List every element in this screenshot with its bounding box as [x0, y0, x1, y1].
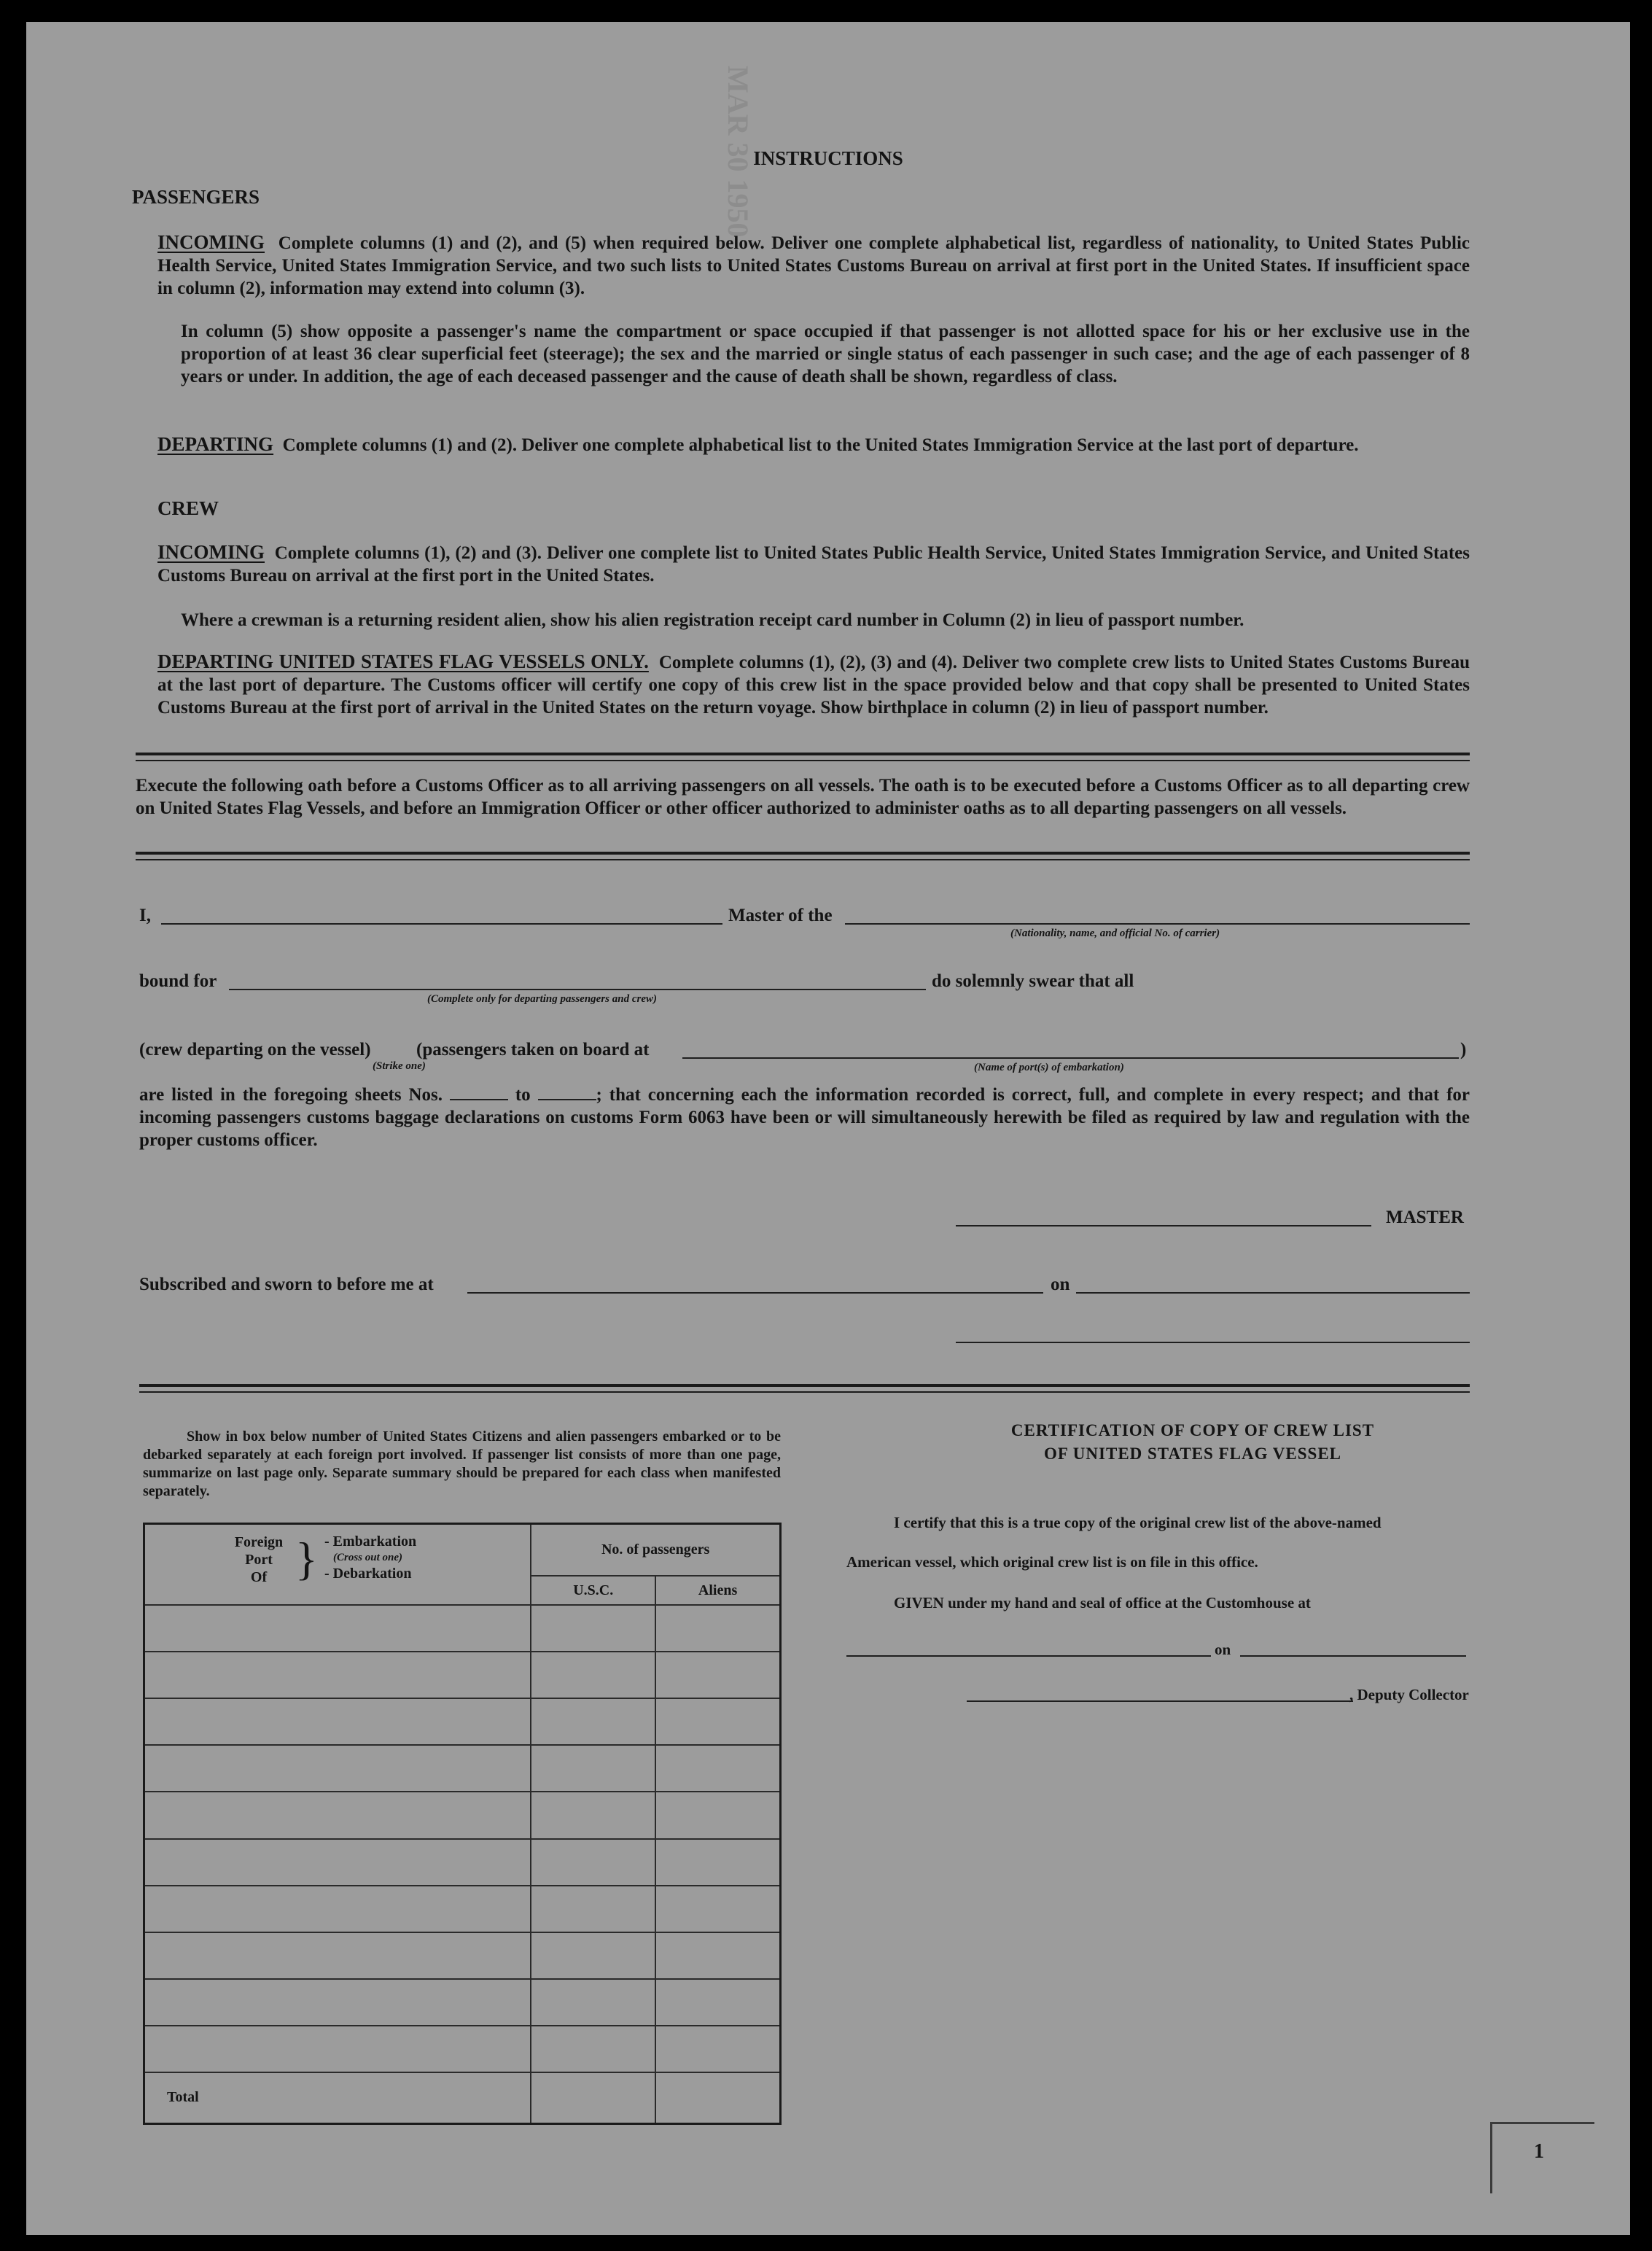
- table-cell[interactable]: [531, 1886, 655, 1932]
- master-name-field[interactable]: [161, 923, 722, 925]
- usc-header: U.S.C.: [531, 1576, 655, 1605]
- customhouse-field[interactable]: [846, 1655, 1211, 1657]
- strike-one-note: (Strike one): [373, 1060, 426, 1072]
- table-cell[interactable]: [531, 1979, 655, 2026]
- crew-departing-paragraph: [157, 650, 1470, 719]
- passengers-incoming-text: Complete columns (1) and (2), and (5) when required below. Deliver one complete alphabetical list, regardless of nationality, to United States Public Health Service, United States Immigration Service, and two such lists to United States Customs Bureau on arrival at first port in the United States. If insufficient space in column (2), information may extend into column (3).: [157, 233, 1470, 298]
- subscribed-label: Subscribed and sworn to before me at: [139, 1275, 434, 1294]
- departing-label: DEPARTING: [157, 433, 274, 455]
- officer-signature-field[interactable]: [956, 1342, 1470, 1343]
- master-label: MASTER: [1386, 1208, 1464, 1227]
- certify-line2: American vessel, which original crew list is on file in this office.: [846, 1553, 1258, 1571]
- table-cell[interactable]: [655, 2026, 780, 2072]
- crew-departing-text: Complete columns (1), (2), (3) and (4). Deliver two complete crew lists to United States Customs Bureau at the last port of departure. The Customs officer will certify one copy of this crew list in the space provided below and that copy shall be presented to United States Customs Bureau at the first port of arrival in the United States on the return voyage. Show birthplace in column (2) in lieu of passport number.: [157, 653, 1470, 718]
- table-cell[interactable]: [144, 2026, 531, 2072]
- table-cell[interactable]: [144, 1932, 531, 1979]
- table-cell[interactable]: [144, 1792, 531, 1838]
- passengers-heading: PASSENGERS: [132, 186, 260, 208]
- table-cell[interactable]: [655, 1698, 780, 1745]
- sheet-from-field[interactable]: [450, 1084, 508, 1100]
- table-cell[interactable]: [531, 1745, 655, 1792]
- no-of-passengers-header: No. of passengers: [531, 1524, 780, 1576]
- total-aliens-cell[interactable]: [655, 2072, 780, 2124]
- sheet-to-field[interactable]: [538, 1084, 596, 1100]
- crew-incoming-paragraph: [157, 541, 1470, 587]
- port-header-cell: [144, 1524, 531, 1606]
- table-cell[interactable]: [531, 1698, 655, 1745]
- master-of-the-label: Master of the: [728, 906, 833, 925]
- table-cell[interactable]: [655, 1652, 780, 1698]
- subscribed-on-label: on: [1051, 1275, 1070, 1294]
- port-embarkation-field[interactable]: [682, 1057, 1459, 1059]
- certification-heading-line2: OF UNITED STATES FLAG VESSEL: [1043, 1445, 1342, 1463]
- ports-note: (Name of port(s) of embarkation): [974, 1062, 1124, 1073]
- table-cell[interactable]: [144, 1652, 531, 1698]
- solemnly-swear-text: do solemnly swear that all: [932, 971, 1134, 991]
- crew-incoming-text: Complete columns (1), (2) and (3). Deliver one complete list to United States Public Health Service, United States Immigration Service, and United States Customs Bureau on arrival at the first port in the United States.: [157, 543, 1470, 586]
- foreign-label: Foreign: [234, 1534, 284, 1550]
- cert-on-label: on: [1215, 1641, 1231, 1658]
- table-cell[interactable]: [531, 1652, 655, 1698]
- table-cell[interactable]: [655, 1605, 780, 1652]
- complete-only-note: (Complete only for departing passengers and crew): [427, 993, 657, 1005]
- oath-listed-paragraph: [139, 1084, 1470, 1151]
- aliens-header: Aliens: [655, 1576, 780, 1605]
- deputy-collector-signature-field[interactable]: [967, 1700, 1353, 1702]
- certification-heading: [901, 1419, 1484, 1466]
- certify-line1: I certify that this is a true copy of the original crew list of the above-named: [894, 1514, 1382, 1531]
- close-paren: ): [1460, 1040, 1467, 1060]
- table-cell[interactable]: [655, 1839, 780, 1886]
- deputy-collector-label: , Deputy Collector: [1349, 1686, 1469, 1703]
- table-cell[interactable]: [144, 1745, 531, 1792]
- oath-instruction: Execute the following oath before a Customs Officer as to all arriving passengers on all vessels. The oath is to be executed before a Customs Officer as to all departing crew on United States Flag Vessels, and before an Immigration Officer or other officer authorized to administer oaths as to all departing passengers on all vessels.: [136, 776, 1470, 818]
- brace-glyph: }: [295, 1533, 318, 1585]
- table-cell[interactable]: [531, 2026, 655, 2072]
- bound-for-label: bound for: [139, 971, 217, 991]
- passengers-departing-text: Complete columns (1) and (2). Deliver one complete alphabetical list to the United States Immigration Service at the last port of departure.: [282, 435, 1359, 455]
- total-usc-cell[interactable]: [531, 2072, 655, 2124]
- table-cell[interactable]: [531, 1605, 655, 1652]
- listed-part1: are listed in the foregoing sheets Nos.: [139, 1085, 443, 1105]
- crew-departing-option[interactable]: (crew departing on the vessel): [139, 1040, 371, 1060]
- subscribed-place-field[interactable]: [467, 1292, 1043, 1294]
- carrier-field[interactable]: [845, 923, 1470, 925]
- background-stamp: MAR 30 1950: [722, 66, 755, 238]
- cross-out-note: (Cross out one): [333, 1552, 403, 1563]
- table-cell[interactable]: [144, 1839, 531, 1886]
- subscribed-date-field[interactable]: [1076, 1292, 1470, 1294]
- oath-i-label: I,: [139, 906, 151, 925]
- divider: [139, 1391, 1470, 1393]
- embarkation-label: - Embarkation: [324, 1533, 417, 1550]
- divider: [136, 760, 1470, 761]
- summary-instruction: Show in box below number of United States Citizens and alien passengers embarked or to be debarked separately at each foreign port involved. If passenger list consists of more than one page, summarize on last page only. Separate summary should be prepared for each class when manifested separately.: [143, 1428, 781, 1499]
- listed-part2: ; that concerning each the information recorded is correct, full, and complete in every respect; and that for incoming passengers customs baggage declarations on customs Form 6063 have been or will simultaneously herewith be filed as required by law and regulation with the proper customs officer.: [139, 1085, 1470, 1150]
- passengers-taken-option[interactable]: (passengers taken on board at: [416, 1040, 650, 1060]
- page-number: 1: [1534, 2140, 1544, 2163]
- to-label: to: [515, 1085, 531, 1105]
- given-line: GIVEN under my hand and seal of office at the Customhouse at: [894, 1594, 1311, 1612]
- table-cell[interactable]: [655, 1979, 780, 2026]
- table-cell[interactable]: [144, 1698, 531, 1745]
- table-cell[interactable]: [144, 1979, 531, 2026]
- column5-paragraph: In column (5) show opposite a passenger's name the compartment or space occupied if that passenger is not allotted space for his or her exclusive use in the proportion of at least 36 clear superficial feet (steerage); the sex and the married or single status of each passenger in such case; and the age of each passenger of 8 years or under. In addition, the age of each deceased passenger and the cause of death shall be shown, regardless of class.: [181, 322, 1470, 386]
- table-cell[interactable]: [531, 1932, 655, 1979]
- crew-incoming-label: INCOMING: [157, 541, 265, 563]
- table-cell[interactable]: [531, 1792, 655, 1838]
- master-signature-field[interactable]: [956, 1225, 1371, 1226]
- divider: [136, 753, 1470, 755]
- divider: [139, 1384, 1470, 1387]
- certification-heading-line1: CERTIFICATION OF COPY OF CREW LIST: [1010, 1421, 1375, 1439]
- cert-date-field[interactable]: [1240, 1655, 1466, 1657]
- port-label: Port: [245, 1552, 273, 1568]
- departing-flag-label: DEPARTING UNITED STATES FLAG VESSELS ONLY.: [157, 650, 649, 672]
- bound-for-field[interactable]: [229, 989, 926, 990]
- debarkation-label: - Debarkation: [324, 1566, 412, 1582]
- total-label: Total: [144, 2072, 531, 2124]
- table-cell[interactable]: [655, 1886, 780, 1932]
- passengers-departing-paragraph: [157, 433, 1470, 456]
- incoming-label: INCOMING: [157, 231, 265, 253]
- of-label: Of: [250, 1569, 268, 1585]
- page-title: INSTRUCTIONS: [753, 147, 903, 169]
- table-cell[interactable]: [655, 1932, 780, 1979]
- passenger-summary-table: [143, 1523, 782, 2125]
- divider: [136, 852, 1470, 855]
- table-cell[interactable]: [144, 1886, 531, 1932]
- table-cell[interactable]: [655, 1792, 780, 1838]
- divider: [136, 859, 1470, 860]
- crew-alien-paragraph: Where a crewman is a returning resident alien, show his alien registration receipt card number in Column (2) in lieu of passport number.: [181, 610, 1244, 630]
- table-cell[interactable]: [655, 1745, 780, 1792]
- crew-heading: CREW: [157, 497, 219, 519]
- form-sheet: [26, 22, 1630, 2235]
- nationality-note: (Nationality, name, and official No. of carrier): [1010, 928, 1220, 939]
- passengers-incoming-paragraph: [157, 231, 1470, 300]
- table-cell[interactable]: [531, 1839, 655, 1886]
- table-cell[interactable]: [144, 1605, 531, 1652]
